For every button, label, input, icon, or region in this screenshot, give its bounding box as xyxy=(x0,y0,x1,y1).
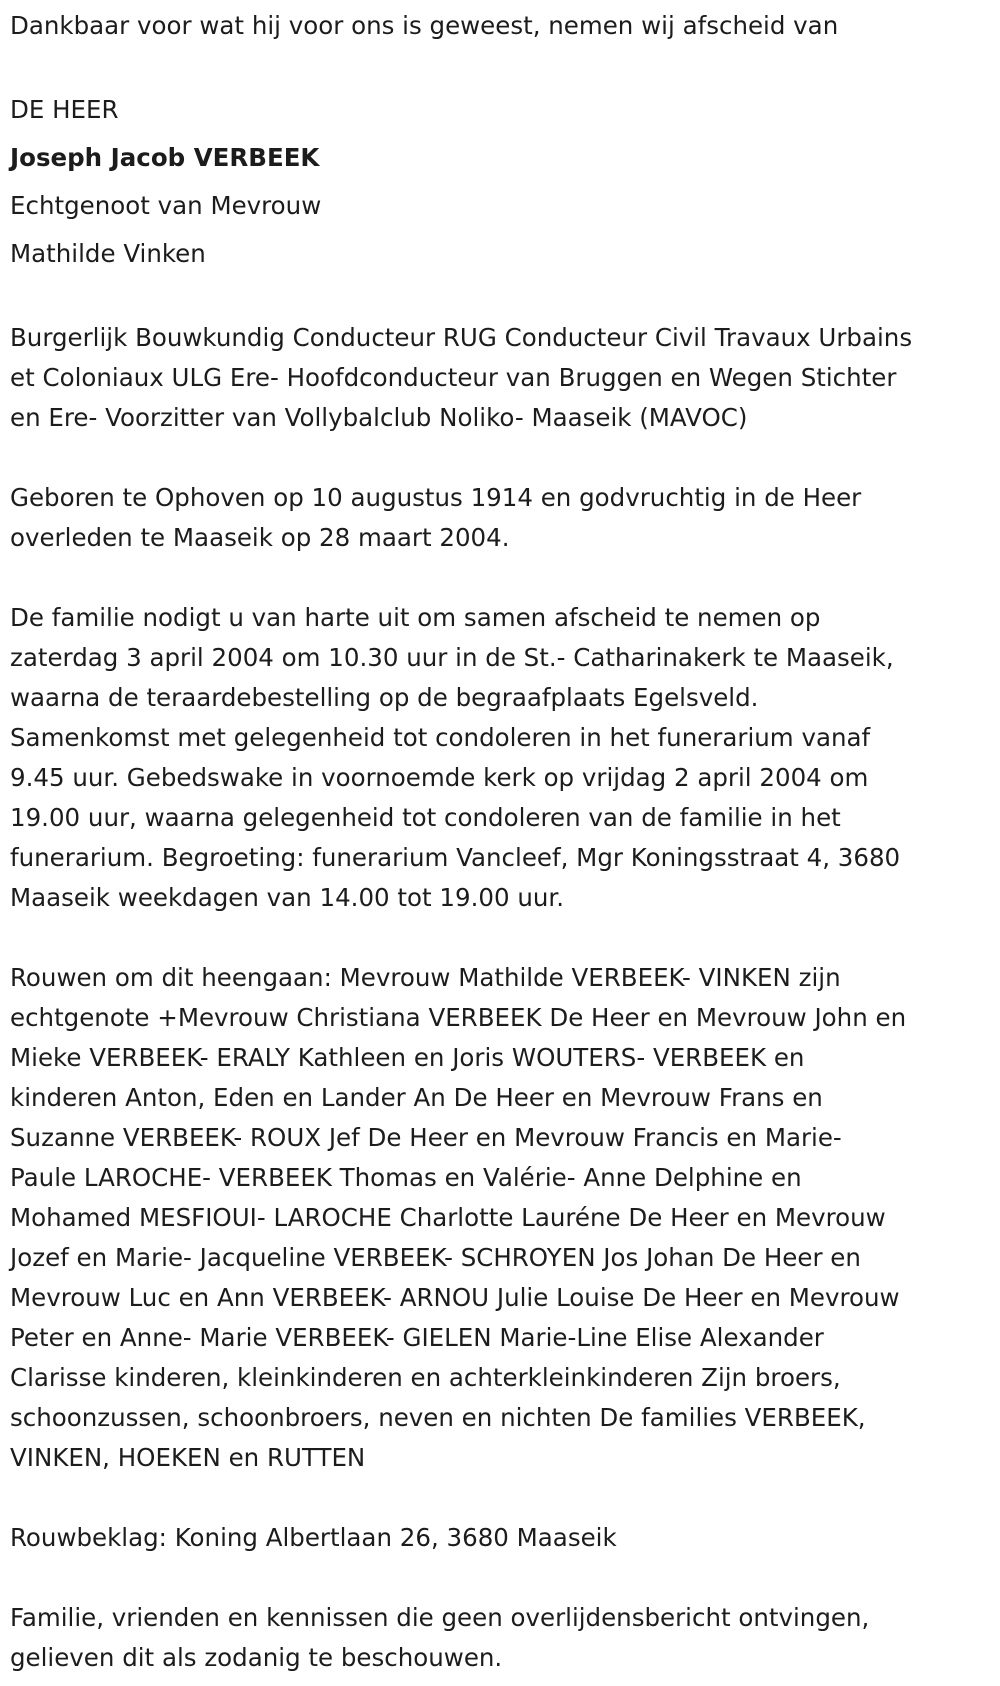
birth-death-line: Geboren te Ophoven op 10 augustus 1914 en godvruchtig in de Heer xyxy=(10,483,862,512)
titles-line: en Ere- Voorzitter van Vollybalclub Noliko- Maaseik (MAVOC) xyxy=(10,403,748,432)
mourners-line: VINKEN, HOEKEN en RUTTEN xyxy=(10,1443,366,1472)
mourners-line: Suzanne VERBEEK- ROUX Jef De Heer en Mevrouw Francis en Marie- xyxy=(10,1123,842,1152)
birth-death-line: overleden te Maaseik op 28 maart 2004. xyxy=(10,523,510,552)
spouse-line-2: Mathilde Vinken xyxy=(10,239,206,268)
intro-text: Dankbaar voor wat hij voor ons is geweest, nemen wij afscheid van xyxy=(10,11,839,40)
deceased-block xyxy=(10,86,990,278)
titles-paragraph xyxy=(10,318,990,438)
titles-line: Burgerlijk Bouwkundig Conducteur RUG Conducteur Civil Travaux Urbains xyxy=(10,323,913,352)
condolence-address-paragraph xyxy=(10,1518,990,1558)
mourners-line: Rouwen om dit heengaan: Mevrouw Mathilde VERBEEK- VINKEN zijn xyxy=(10,963,841,992)
closing-line: gelieven dit als zodanig te beschouwen. xyxy=(10,1643,503,1672)
mourners-line: Mieke VERBEEK- ERALY Kathleen en Joris WOUTERS- VERBEEK en xyxy=(10,1043,805,1072)
condolence-address: Rouwbeklag: Koning Albertlaan 26, 3680 Maaseik xyxy=(10,1523,617,1552)
ceremony-line: waarna de teraardebestelling op de begraafplaats Egelsveld. xyxy=(10,683,759,712)
ceremony-line: Samenkomst met gelegenheid tot condoleren in het funerarium vanaf xyxy=(10,723,871,752)
mourners-line: Mevrouw Luc en Ann VERBEEK- ARNOU Julie Louise De Heer en Mevrouw xyxy=(10,1283,900,1312)
mourners-line: Peter en Anne- Marie VERBEEK- GIELEN Marie-Line Elise Alexander xyxy=(10,1323,824,1352)
spouse-line-1: Echtgenoot van Mevrouw xyxy=(10,191,322,220)
mourners-line: echtgenote +Mevrouw Christiana VERBEEK De Heer en Mevrouw John en xyxy=(10,1003,907,1032)
intro-paragraph xyxy=(10,6,990,46)
closing-line: Familie, vrienden en kennissen die geen overlijdensbericht ontvingen, xyxy=(10,1603,870,1632)
ceremony-line: De familie nodigt u van harte uit om samen afscheid te nemen op xyxy=(10,603,821,632)
ceremony-line: 9.45 uur. Gebedswake in voornoemde kerk op vrijdag 2 april 2004 om xyxy=(10,763,869,792)
mourners-line: Paule LAROCHE- VERBEEK Thomas en Valérie- Anne Delphine en xyxy=(10,1163,802,1192)
ceremony-line: zaterdag 3 april 2004 om 10.30 uur in de St.- Catharinakerk te Maaseik, xyxy=(10,643,894,672)
ceremony-paragraph xyxy=(10,598,990,918)
mourners-line: schoonzussen, schoonbroers, neven en nichten De families VERBEEK, xyxy=(10,1403,866,1432)
titles-line: et Coloniaux ULG Ere- Hoofdconducteur van Bruggen en Wegen Stichter xyxy=(10,363,897,392)
honorific: DE HEER xyxy=(10,95,119,124)
mourners-paragraph xyxy=(10,958,990,1478)
ceremony-line: funerarium. Begroeting: funerarium Vancleef, Mgr Koningsstraat 4, 3680 xyxy=(10,843,901,872)
mourners-line: Mohamed MESFIOUI- LAROCHE Charlotte Lauréne De Heer en Mevrouw xyxy=(10,1203,886,1232)
mourners-line: Jozef en Marie- Jacqueline VERBEEK- SCHROYEN Jos Johan De Heer en xyxy=(10,1243,861,1272)
closing-paragraph xyxy=(10,1598,990,1678)
deceased-name: Joseph Jacob VERBEEK xyxy=(10,143,320,172)
ceremony-line: 19.00 uur, waarna gelegenheid tot condoleren van de familie in het xyxy=(10,803,841,832)
ceremony-line: Maaseik weekdagen van 14.00 tot 19.00 uur. xyxy=(10,883,565,912)
mourners-line: Clarisse kinderen, kleinkinderen en achterkleinkinderen Zijn broers, xyxy=(10,1363,841,1392)
mourners-line: kinderen Anton, Eden en Lander An De Heer en Mevrouw Frans en xyxy=(10,1083,823,1112)
birth-death-paragraph xyxy=(10,478,990,558)
